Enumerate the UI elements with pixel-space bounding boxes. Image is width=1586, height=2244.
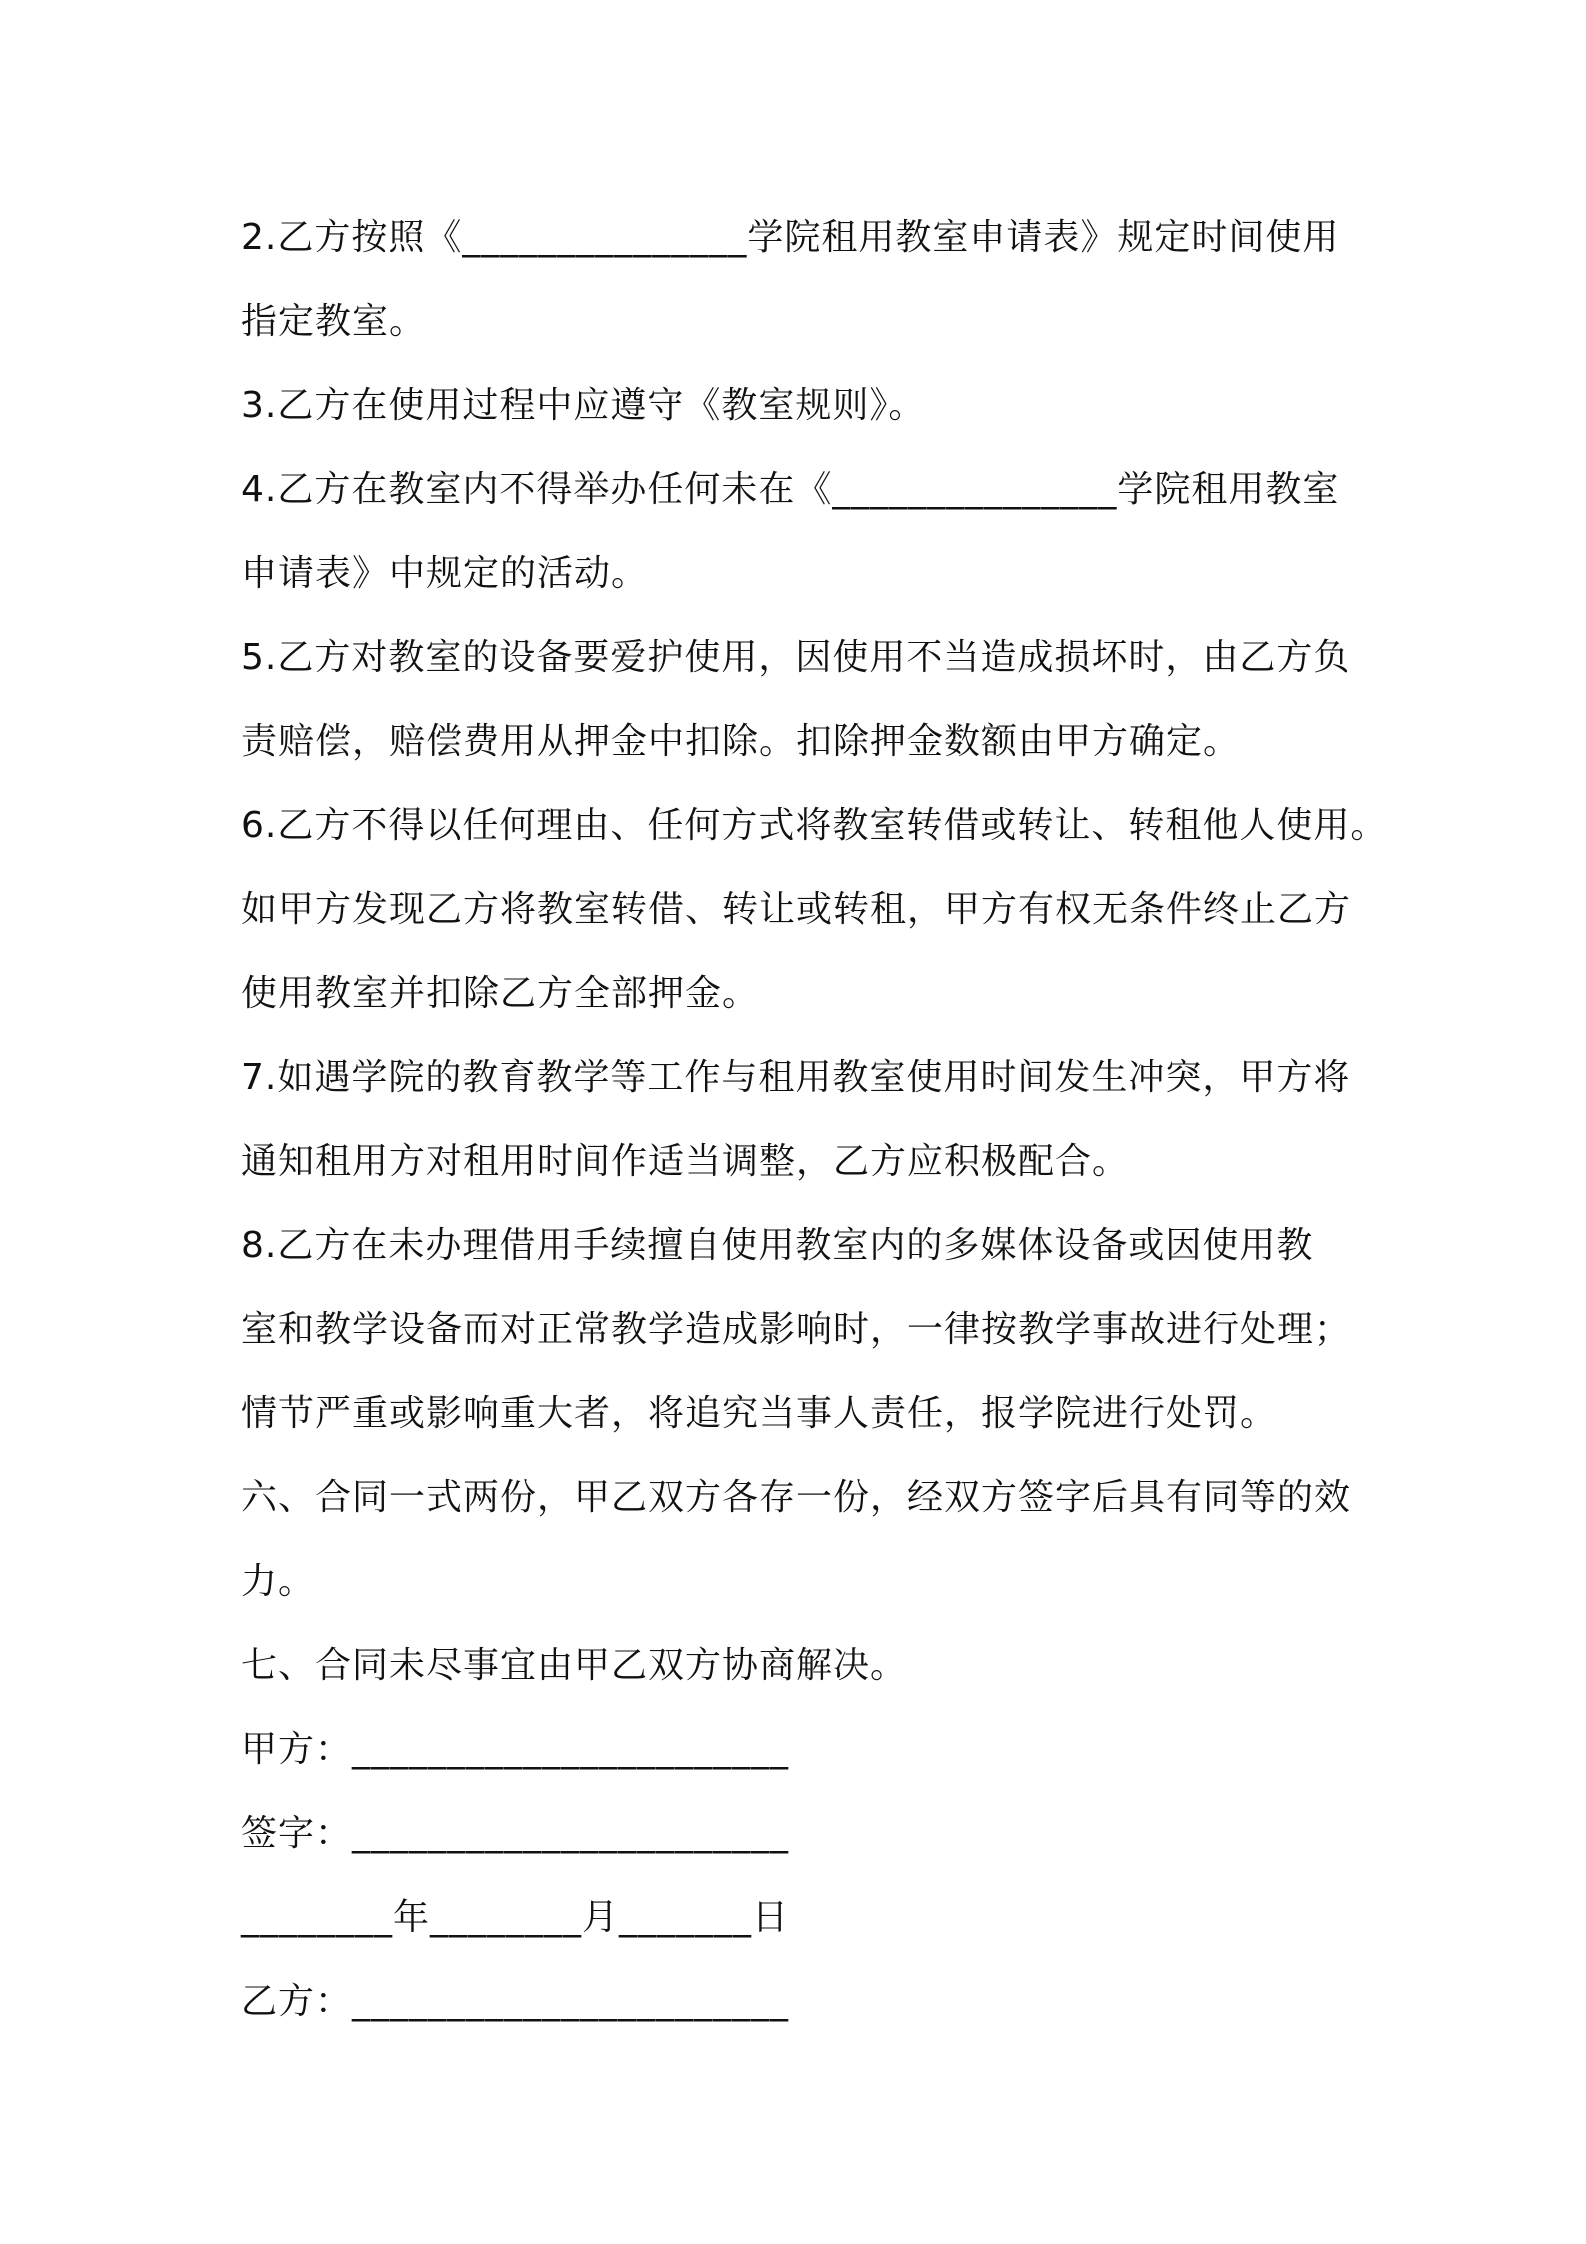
clause-6-line-3: 使用教室并扣除乙方全部押金。 (241, 973, 760, 1014)
section-6-line-2: 力。 (241, 1561, 316, 1602)
section-6-line-1: 六、合同一式两份，甲乙双方各存一份，经双方签字后具有同等的效 (241, 1477, 1352, 1518)
clause-5-line-2: 责赔偿，赔偿费用从押金中扣除。扣除押金数额由甲方确定。 (241, 721, 1241, 762)
clause-6-line-2: 如甲方发现乙方将教室转借、转让或转租，甲方有权无条件终止乙方 (241, 889, 1352, 930)
section-7-line-1: 七、合同未尽事宜由甲乙双方协商解决。 (241, 1645, 908, 1686)
party-b-signature-line: 乙方：_______________________ (241, 1981, 790, 2022)
clause-4-line-1: 4.乙方在教室内不得举办任何未在《_______________学院租用教室 (241, 469, 1340, 510)
clause-3-line-1: 3.乙方在使用过程中应遵守《教室规则》。 (241, 385, 926, 426)
contract-body (241, 196, 1388, 2044)
date-line: ________年________月_______日 (241, 1897, 789, 1938)
clause-6-line-1: 6.乙方不得以任何理由、任何方式将教室转借或转让、转租他人使用。 (241, 805, 1388, 846)
clause-7-line-2: 通知租用方对租用时间作适当调整，乙方应积极配合。 (241, 1141, 1130, 1182)
clause-2-line-1: 2.乙方按照《_______________学院租用教室申请表》规定时间使用 (241, 217, 1340, 258)
clause-7-line-1: 7.如遇学院的教育教学等工作与租用教室使用时间发生冲突，甲方将 (241, 1057, 1351, 1098)
clause-4-line-2: 申请表》中规定的活动。 (241, 553, 649, 594)
party-a-signature-line: 甲方：_______________________ (241, 1729, 790, 1770)
clause-8-line-3: 情节严重或影响重大者，将追究当事人责任，报学院进行处罚。 (241, 1393, 1278, 1434)
clause-5-line-1: 5.乙方对教室的设备要爱护使用，因使用不当造成损坏时，由乙方负 (241, 637, 1351, 678)
signature-line: 签字：_______________________ (241, 1813, 790, 1854)
clause-2-line-2: 指定教室。 (241, 301, 427, 342)
clause-8-line-2: 室和教学设备而对正常教学造成影响时，一律按教学事故进行处理； (241, 1309, 1352, 1350)
clause-8-line-1: 8.乙方在未办理借用手续擅自使用教室内的多媒体设备或因使用教 (241, 1225, 1314, 1266)
